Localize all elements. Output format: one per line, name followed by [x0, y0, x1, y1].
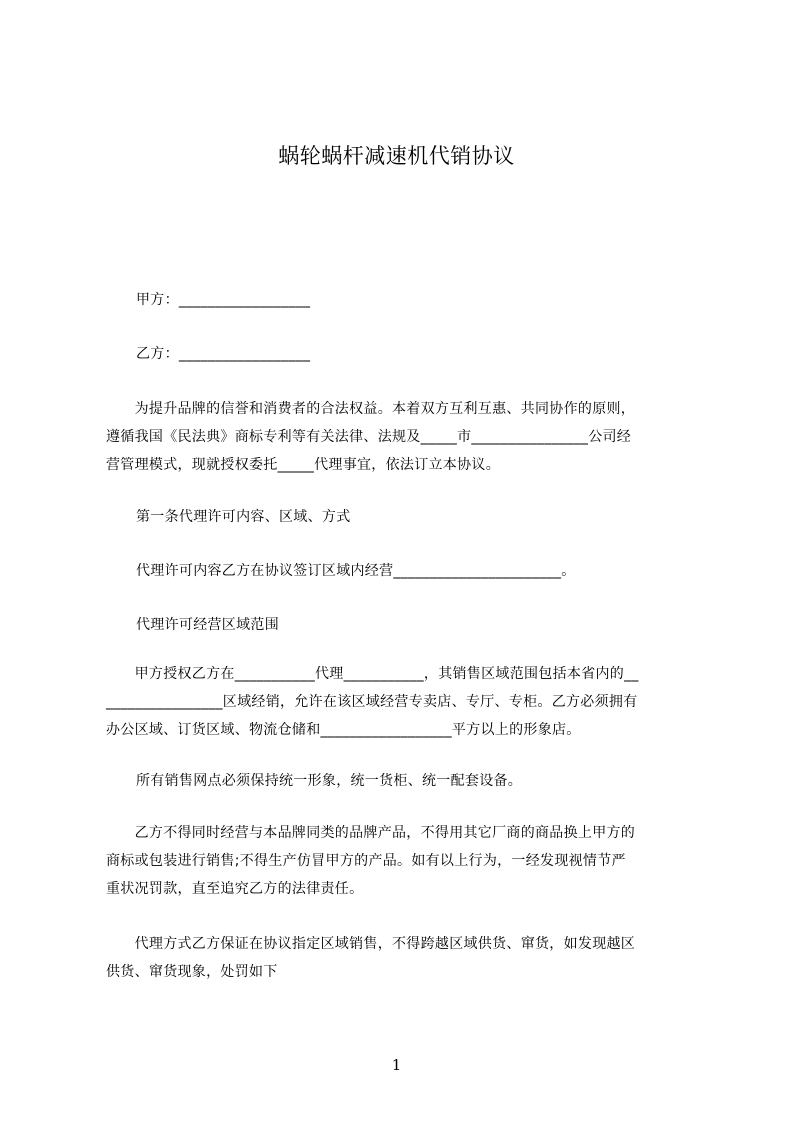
outlets-rule-line: 所有销售网点必须保持统一形象，统一货柜、统一配套设备。 [136, 773, 523, 789]
document-title: 蜗轮蜗杆减速机代销协议 [278, 144, 515, 168]
intro-line-2: 遵循我国《民法典》商标专利等有关法律、法规及_____市________________公司经 [106, 429, 632, 445]
intro-line-3: 营管理模式，现就授权委托_____代理事宜，依法订立本协议。 [106, 457, 500, 473]
article1-heading: 第一条代理许可内容、区域、方式 [136, 509, 351, 525]
region-line-3: 办公区域、订货区域、物流仓储和__________________平方以上的形象店。 [106, 722, 581, 738]
prohibition-paragraph [106, 819, 706, 903]
agency-line-1: 代理方式乙方保证在协议指定区域销售，不得跨越区域供货、窜货，如发现越区 [106, 936, 636, 952]
license-content-line: 代理许可内容乙方在协议签订区域内经营_______________________。 [136, 563, 576, 579]
intro-paragraph [106, 395, 706, 479]
intro-line-1: 为提升品牌的信誉和消费者的合法权益。本着双方互利互惠、共同协作的原则， [106, 401, 636, 417]
prohibition-line-1: 乙方不得同时经营与本品牌同类的品牌产品，不得用其它厂商的商品换上甲方的 [106, 825, 636, 841]
region-line-2: ________________区域经销，允许在该区域经营专卖店、专厅、专柜。乙方必须拥有 [106, 694, 638, 710]
license-region-heading: 代理许可经营区域范围 [136, 617, 279, 633]
agency-line-2: 供货、窜货现象，处罚如下 [106, 964, 278, 980]
page-number: 1 [391, 1056, 402, 1074]
prohibition-line-3: 重状况罚款，直至追究乙方的法律责任。 [106, 881, 364, 897]
region-paragraph [106, 660, 706, 744]
agency-paragraph [106, 930, 706, 986]
prohibition-line-2: 商标或包装进行销售;不得生产仿冒甲方的产品。如有以上行为，一经发现视情节严 [106, 853, 626, 869]
region-line-1: 甲方授权乙方在___________代理___________，其销售区域范围包括本省内的__ [106, 666, 639, 682]
party-b-line: 乙方：__________________ [136, 346, 311, 362]
party-a-line: 甲方：__________________ [136, 292, 311, 308]
